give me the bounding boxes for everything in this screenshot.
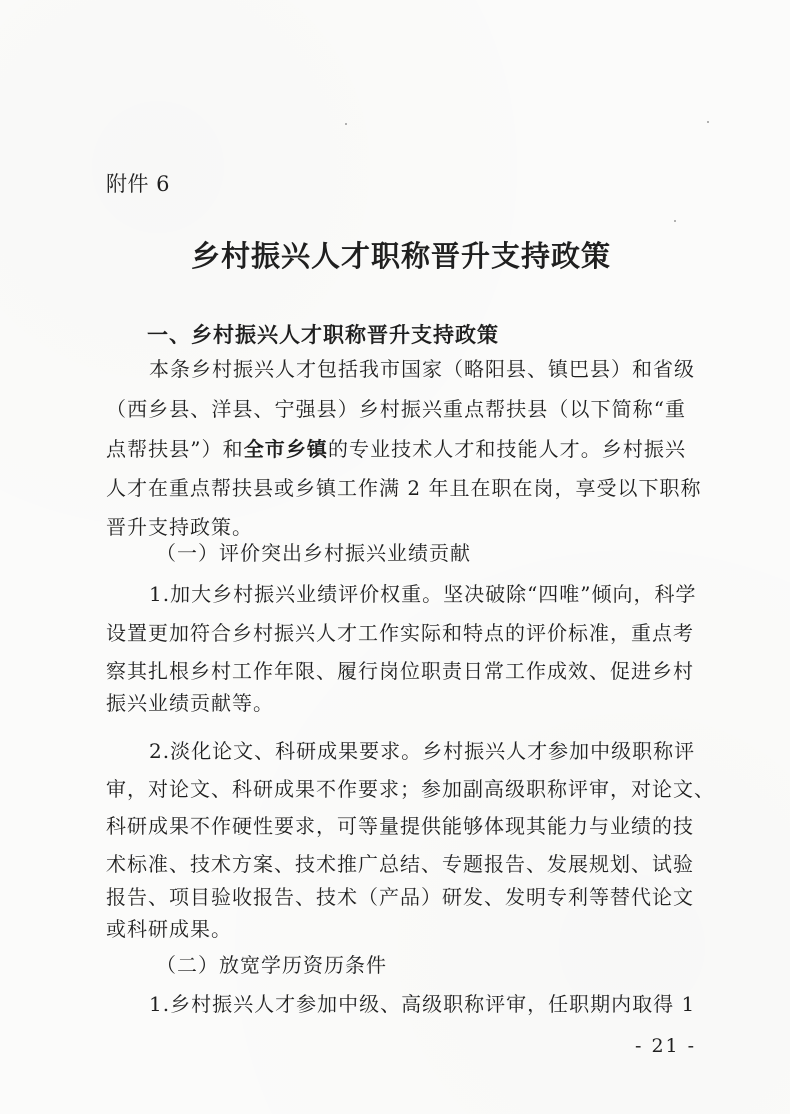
paragraph-line: 1.加大乡村振兴业绩评价权重。坚决破除“四唯”倾向，科学 <box>149 582 697 606</box>
paragraph-line: 察其扎根乡村工作年限、履行岗位职责日常工作成效、促进乡村 <box>106 659 694 683</box>
page-number: - 21 - <box>635 1035 697 1057</box>
subsection-heading: （一）评价突出乡村振兴业绩贡献 <box>156 541 471 565</box>
scan-speck <box>345 123 347 125</box>
paragraph-line: 术标准、技术方案、技术推广总结、专题报告、发展规划、试验 <box>106 852 694 876</box>
scan-speck <box>707 121 709 123</box>
document-title: 乡村振兴人才职称晋升支持政策 <box>191 239 612 273</box>
scan-speck <box>674 220 676 222</box>
paragraph-line: 科研成果不作硬性要求，可等量提供能够体现其能力与业绩的技 <box>106 814 694 838</box>
paragraph-line: 晋升支持政策。 <box>106 515 253 539</box>
paragraph-line: 报告、项目验收报告、技术（产品）研发、发明专利等替代论文 <box>106 885 694 909</box>
paragraph-line: 本条乡村振兴人才包括我市国家（略阳县、镇巴县）和省级 <box>149 357 695 381</box>
paragraph-line: 或科研成果。 <box>106 917 232 941</box>
paragraph-line: 振兴业绩贡献等。 <box>106 691 274 715</box>
paragraph-line: 2.淡化论文、科研成果要求。乡村振兴人才参加中级职称评 <box>149 739 696 763</box>
paragraph-line: 人才在重点帮扶县或乡镇工作满 2 年且在职在岗，享受以下职称 <box>106 476 702 500</box>
attachment-label: 附件 6 <box>106 172 171 196</box>
section-heading: 一、乡村振兴人才职称晋升支持政策 <box>147 322 499 347</box>
paragraph-line <box>106 435 686 463</box>
paragraph-line: （西乡县、洋县、宁强县）乡村振兴重点帮扶县（以下简称“重 <box>106 397 686 421</box>
paragraph-line: 1.乡村振兴人才参加中级、高级职称评审，任职期内取得 1 <box>149 992 696 1016</box>
paragraph-line: 审，对论文、科研成果不作要求；参加副高级职称评审，对论文、 <box>106 777 715 801</box>
paragraph-line: 设置更加符合乡村振兴人才工作实际和特点的评价标准，重点考 <box>106 621 694 645</box>
paragraph-text: 点帮扶县”）和 <box>106 437 244 461</box>
paragraph-text: 的专业技术人才和技能人才。乡村振兴 <box>327 437 686 461</box>
subsection-heading: （二）放宽学历资历条件 <box>156 953 387 977</box>
emphasized-text: 全市乡镇 <box>243 437 328 461</box>
